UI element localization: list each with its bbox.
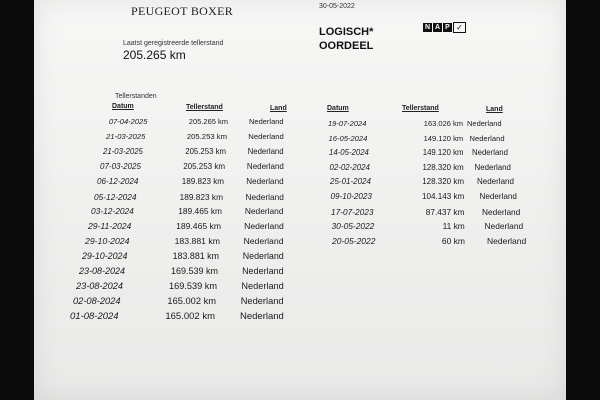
checkmark-icon: ✓ bbox=[453, 22, 466, 33]
nap-letter-p: P bbox=[443, 23, 452, 32]
cell-country: Nederland bbox=[242, 251, 284, 262]
cell-date: 29-10-2024 bbox=[82, 251, 128, 262]
cell-odometer: 165.002 km bbox=[167, 295, 216, 306]
cell-odometer: 169.539 km bbox=[170, 266, 218, 276]
cell-odometer: 205.253 km bbox=[183, 161, 225, 171]
left-header-odometer: Tellerstand bbox=[186, 104, 223, 111]
cell-odometer: 149.120 km bbox=[423, 133, 464, 143]
cell-date: 02-02-2024 bbox=[329, 162, 370, 172]
cell-country: Nederland bbox=[246, 161, 284, 171]
verdict-line-1: LOGISCH* bbox=[319, 26, 374, 38]
report-date: 30-05-2022 bbox=[319, 3, 355, 10]
cell-country: Nederland bbox=[487, 235, 527, 246]
cell-country: Nederland bbox=[484, 221, 524, 232]
cell-date: 19-07-2024 bbox=[328, 119, 367, 128]
cell-country: Nederland bbox=[248, 131, 284, 141]
cell-country: Nederland bbox=[240, 310, 284, 322]
cell-country: Nederland bbox=[246, 176, 284, 186]
cell-odometer: 189.465 km bbox=[176, 221, 221, 232]
cell-odometer: 189.465 km bbox=[178, 206, 222, 217]
cell-odometer: 149.120 km bbox=[422, 148, 464, 158]
cell-date: 29-10-2024 bbox=[85, 236, 130, 247]
nap-logo bbox=[423, 22, 466, 33]
cell-odometer: 11 km bbox=[442, 221, 465, 232]
right-header-country: Land bbox=[486, 106, 503, 113]
cell-odometer: 189.823 km bbox=[179, 191, 223, 202]
cell-date: 30-05-2022 bbox=[331, 221, 375, 232]
cell-country: Nederland bbox=[249, 117, 284, 126]
cell-country: Nederland bbox=[467, 119, 502, 128]
last-odometer-value: 205.265 km bbox=[123, 48, 186, 62]
cell-odometer: 165.002 km bbox=[165, 310, 215, 322]
cell-date: 03-12-2024 bbox=[91, 206, 134, 217]
cell-odometer: 183.881 km bbox=[172, 251, 219, 262]
verdict bbox=[319, 25, 373, 53]
cell-date: 05-12-2024 bbox=[94, 191, 137, 202]
cell-date: 21-03-2025 bbox=[106, 131, 146, 141]
cell-date: 09-10-2023 bbox=[330, 192, 372, 201]
cell-country: Nederland bbox=[241, 280, 284, 291]
cell-country: Nederland bbox=[472, 148, 508, 158]
cell-odometer: 60 km bbox=[441, 235, 465, 246]
cell-odometer: 87.437 km bbox=[425, 206, 465, 217]
right-header-odometer: Tellerstand bbox=[402, 105, 439, 112]
cell-date: 23-08-2024 bbox=[76, 280, 123, 291]
cell-country: Nederland bbox=[244, 221, 284, 232]
left-header-country: Land bbox=[270, 105, 287, 112]
cell-date: 06-12-2024 bbox=[97, 176, 139, 186]
cell-country: Nederland bbox=[474, 162, 511, 172]
left-header-date: Datum bbox=[112, 103, 134, 110]
vehicle-model: PEUGEOT BOXER bbox=[131, 4, 234, 18]
right-header-date: Datum bbox=[327, 105, 349, 112]
cell-country: Nederland bbox=[240, 295, 284, 306]
nap-letter-a: A bbox=[434, 24, 441, 31]
cell-odometer: 183.881 km bbox=[174, 236, 220, 247]
cell-date: 01-08-2024 bbox=[70, 310, 119, 322]
cell-odometer: 104.143 km bbox=[421, 192, 465, 201]
nap-letter-n: N bbox=[424, 24, 431, 31]
cell-date: 20-05-2022 bbox=[332, 235, 376, 246]
cell-odometer: 205.265 km bbox=[188, 117, 228, 126]
section-title: Tellerstanden bbox=[115, 93, 157, 100]
cell-date: 29-11-2024 bbox=[88, 221, 132, 232]
cell-odometer: 163.026 km bbox=[423, 119, 463, 128]
cell-country: Nederland bbox=[242, 266, 284, 276]
cell-country: Nederland bbox=[245, 191, 284, 202]
verdict-line-2: OORDEEL bbox=[319, 40, 374, 52]
cell-date: 21-03-2025 bbox=[103, 146, 143, 156]
cell-date: 17-07-2023 bbox=[331, 206, 374, 217]
last-odometer-label: Laatst geregistreerde tellerstand bbox=[123, 40, 224, 47]
cell-country: Nederland bbox=[243, 236, 284, 247]
cell-country: Nederland bbox=[244, 206, 284, 217]
cell-date: 07-03-2025 bbox=[100, 161, 141, 171]
cell-country: Nederland bbox=[479, 192, 517, 201]
cell-date: 14-05-2024 bbox=[329, 148, 369, 158]
cell-odometer: 205.253 km bbox=[185, 146, 226, 156]
cell-country: Nederland bbox=[477, 177, 514, 187]
cell-country: Nederland bbox=[469, 133, 505, 143]
cell-date: 25-01-2024 bbox=[330, 177, 371, 187]
cell-date: 16-05-2024 bbox=[328, 133, 368, 143]
cell-odometer: 169.539 km bbox=[168, 280, 217, 291]
cell-odometer: 205.253 km bbox=[186, 131, 227, 141]
cell-odometer: 128.320 km bbox=[422, 162, 464, 172]
cell-country: Nederland bbox=[482, 206, 521, 217]
cell-country: Nederland bbox=[247, 146, 284, 156]
cell-date: 02-08-2024 bbox=[73, 295, 121, 306]
cell-odometer: 189.823 km bbox=[181, 176, 224, 186]
cell-date: 07-04-2025 bbox=[109, 117, 148, 126]
cell-odometer: 128.320 km bbox=[422, 177, 464, 187]
cell-date: 23-08-2024 bbox=[79, 266, 126, 276]
